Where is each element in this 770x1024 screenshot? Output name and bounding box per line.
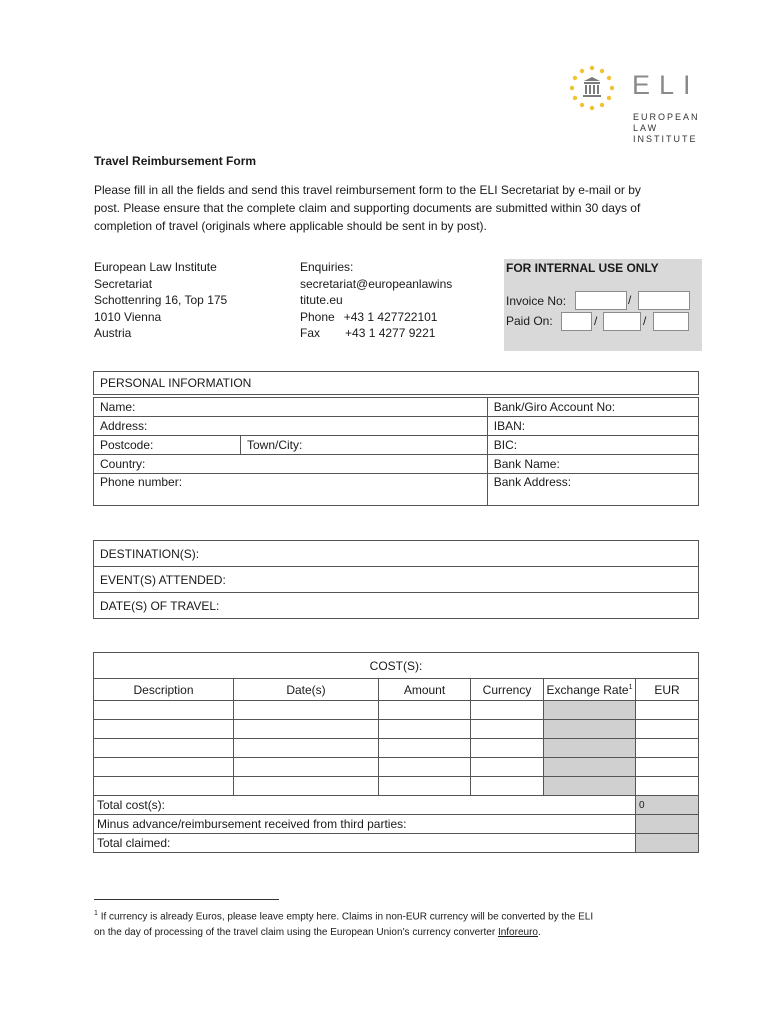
cell (544, 777, 636, 796)
paid-sep-1: / (594, 314, 598, 328)
address-field[interactable]: Address: (94, 417, 488, 436)
col-exchange-rate: Exchange Rate$^1$ (544, 679, 636, 701)
cell (544, 720, 636, 739)
enquiries-block: Enquiries: secretariat@europeanlawins titute.eu Phone +43 1 427722101 Fax +43 1 4277 9221 (300, 260, 453, 340)
bic-field[interactable]: BIC: (487, 436, 698, 455)
paid-year-field[interactable] (653, 312, 689, 331)
col-amount: Amount (379, 679, 471, 701)
cell[interactable] (471, 777, 544, 796)
intro-text: Please fill in all the fields and send this travel reimbursement form to the ELI Secretariat by e-mail or by post. Please ensure that the complete claim and supporting documents are submitted within 30 days of completion of travel (originals where applicable should be sent in by post). (94, 183, 641, 233)
cell[interactable] (471, 758, 544, 777)
cell[interactable] (94, 777, 234, 796)
paid-month-field[interactable] (603, 312, 641, 331)
cell (544, 739, 636, 758)
eli-address: European Law Institute Secretariat Schottenring 16, Top 175 1010 Vienna Austria (94, 260, 228, 340)
internal-title: FOR INTERNAL USE ONLY (506, 261, 659, 275)
name-field[interactable]: Name: (94, 398, 488, 417)
bank-name-field[interactable]: Bank Name: (487, 455, 698, 474)
costs-header: COST(S): (94, 653, 699, 679)
cell[interactable] (94, 758, 234, 777)
cell[interactable] (234, 777, 379, 796)
invoice-field-2[interactable] (638, 291, 690, 310)
col-currency: Currency (471, 679, 544, 701)
internal-use-box (504, 259, 702, 351)
eli-star-logo (566, 64, 618, 114)
footnote-divider (94, 899, 279, 900)
minus-advance-label: Minus advance/reimbursement received from third parties: (94, 815, 636, 834)
postcode-field[interactable]: Postcode: (94, 436, 241, 455)
cell[interactable] (234, 720, 379, 739)
cell[interactable] (471, 739, 544, 758)
dates-field[interactable]: DATE(S) OF TRAVEL: (94, 593, 699, 619)
bank-account-field[interactable]: Bank/Giro Account No: (487, 398, 698, 417)
cell[interactable] (636, 701, 699, 720)
travel-table (93, 540, 699, 619)
cost-row (94, 701, 699, 720)
cost-row (94, 720, 699, 739)
inforeuro-link[interactable]: Inforeuro (497, 927, 538, 939)
personal-info-header: PERSONAL INFORMATION (94, 372, 699, 395)
cell[interactable] (379, 777, 471, 796)
cell[interactable] (234, 758, 379, 777)
cell (544, 701, 636, 720)
invoice-label: Invoice No: (506, 294, 567, 308)
total-costs-value: 0 (636, 796, 699, 815)
cell[interactable] (94, 720, 234, 739)
cost-row (94, 739, 699, 758)
building-icon (583, 77, 601, 97)
paid-sep-2: / (643, 314, 647, 328)
cell[interactable] (234, 739, 379, 758)
country-field[interactable]: Country: (94, 455, 488, 474)
events-field[interactable]: EVENT(S) ATTENDED: (94, 567, 699, 593)
cell[interactable] (636, 739, 699, 758)
cell[interactable] (234, 701, 379, 720)
cost-row (94, 777, 699, 796)
logo-subtitle: EUROPEAN LAW INSTITUTE (633, 112, 700, 144)
total-claimed-value (636, 834, 699, 853)
cell[interactable] (94, 701, 234, 720)
form-title: Travel Reimbursement Form (94, 154, 257, 168)
cell[interactable] (636, 758, 699, 777)
col-description: Description (94, 679, 234, 701)
personal-info-table (93, 371, 699, 506)
invoice-sep: / (628, 293, 632, 307)
stars-ring (570, 66, 614, 110)
cell[interactable] (636, 777, 699, 796)
cell[interactable] (379, 720, 471, 739)
col-dates: Date(s) (234, 679, 379, 701)
paid-label: Paid On: (506, 314, 553, 328)
cell[interactable] (379, 739, 471, 758)
col-eur: EUR (636, 679, 699, 701)
cell[interactable] (471, 720, 544, 739)
iban-field[interactable]: IBAN: (487, 417, 698, 436)
logo-wordmark: ELI (632, 70, 700, 100)
cell[interactable] (379, 758, 471, 777)
town-field[interactable]: Town/City: (241, 436, 488, 455)
cell[interactable] (379, 701, 471, 720)
footnote: $^1$ If currency is already Euros, please leave empty here. Claims in non-EUR currency will be converted by the ELI on the day of processing of the travel claim using the European Union’s currency converter Inforeuro. (94, 910, 594, 939)
cell[interactable] (94, 739, 234, 758)
costs-table (93, 652, 699, 853)
email-link[interactable]: secretariat@europeanlawins (300, 276, 453, 291)
cost-row (94, 758, 699, 777)
minus-advance-value (636, 815, 699, 834)
bank-address-field[interactable]: Bank Address: (487, 474, 698, 506)
invoice-field-1[interactable] (575, 291, 627, 310)
cell[interactable] (636, 720, 699, 739)
cell (544, 758, 636, 777)
phone-field[interactable]: Phone number: (94, 474, 488, 506)
destinations-field[interactable]: DESTINATION(S): (94, 541, 699, 567)
paid-day-field[interactable] (561, 312, 592, 331)
cell[interactable] (471, 701, 544, 720)
total-costs-label: Total cost(s): (94, 796, 636, 815)
total-claimed-label: Total claimed: (94, 834, 636, 853)
